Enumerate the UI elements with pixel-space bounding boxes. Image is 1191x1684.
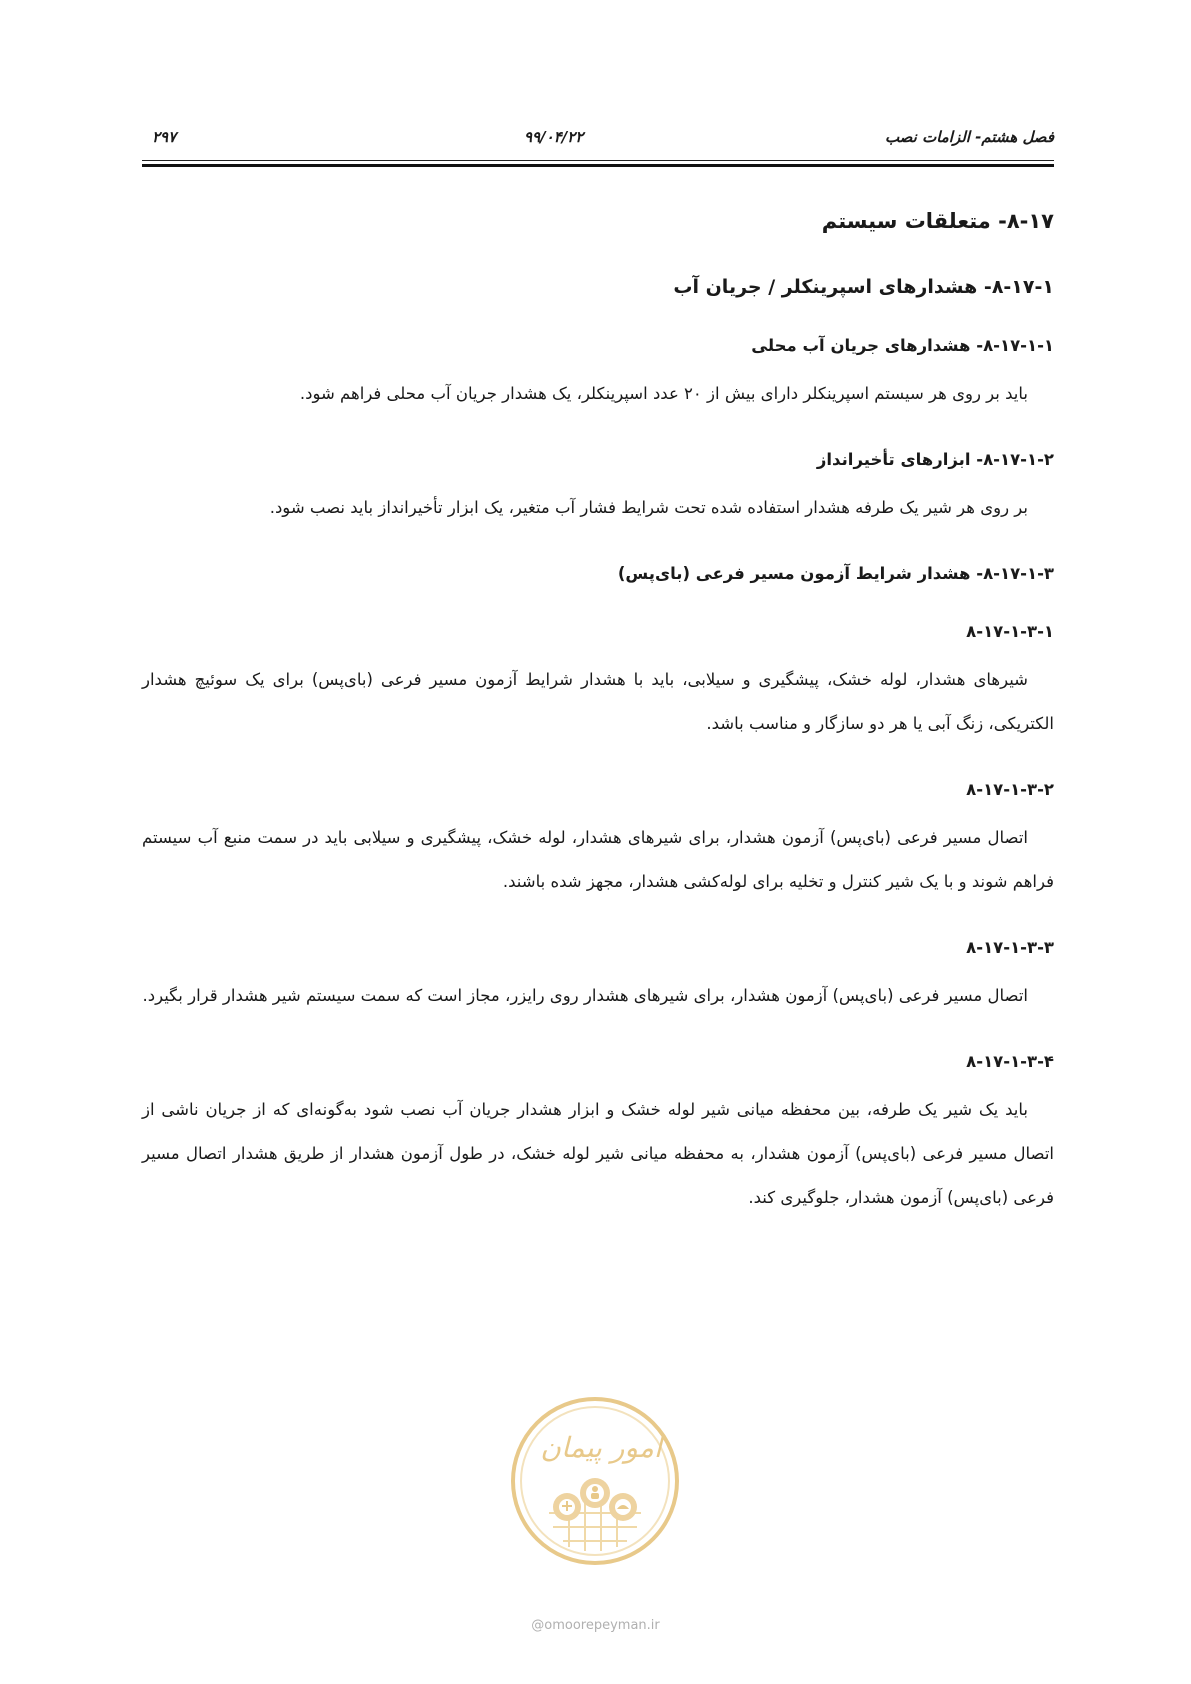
watermark-logo <box>509 1395 681 1567</box>
page-header <box>142 128 1054 154</box>
chapter-title: فصل هشتم- الزامات نصب <box>884 128 1054 146</box>
subclause-number: ۸-۱۷-۱-۳-۱ <box>966 622 1054 641</box>
clause-paragraph: اتصال مسیر فرعی (بای‌پس) آزمون هشدار، برای شیرهای هشدار روی رایزر، مجاز است که سمت سیستم شیر هشدار قرار بگیرد. <box>142 986 1028 1005</box>
subclause-number: ۸-۱۷-۱-۳-۲ <box>966 780 1054 799</box>
clause-paragraph: اتصال مسیر فرعی (بای‌پس) آزمون هشدار، برای شیرهای هشدار، لوله خشک، پیشگیری و سیلابی باید در سمت منبع آب سیستم فراهم شوند و با یک شیر کنترل و تخلیه برای لوله‌کشی هشدار، مجهز شده باشند. <box>142 828 1054 891</box>
clause-heading-bypass-test-alarm: ۸-۱۷-۱-۳- هشدار شرایط آزمون مسیر فرعی (بای‌پس) <box>617 564 1054 583</box>
clause-paragraph: باید یک شیر یک طرفه، بین محفظه میانی شیر لوله خشک و ابزار هشدار جریان آب نصب شود به‌گونه‌ای که از جریان ناشی از اتصال مسیر فرعی (بای‌پس) آزمون هشدار، به محفظه میانی شیر لوله خشک، در طول آزمون هشدار از طریق هشدار اتصال مسیر فرعی (بای‌پس) آزمون هشدار، جلوگیری کند. <box>142 1100 1054 1207</box>
header-rule-thin <box>142 160 1054 161</box>
header-date: ۹۹/۰۴/۲۲ <box>524 128 584 146</box>
subsection-heading: ۸-۱۷-۱- هشدارهای اسپرینکلر / جریان آب <box>673 276 1054 298</box>
subclause-number: ۸-۱۷-۱-۳-۴ <box>966 1052 1054 1071</box>
clause-paragraph: باید بر روی هر سیستم اسپرینکلر دارای بیش از ۲۰ عدد اسپرینکلر، یک هشدار جریان آب محلی فراهم شود. <box>299 384 1028 403</box>
clause-heading-local-waterflow-alarm: ۸-۱۷-۱-۱- هشدارهای جریان آب محلی <box>751 336 1054 355</box>
page-content <box>142 196 1054 1220</box>
watermark-url: @omoorepeyman.ir <box>531 1618 660 1633</box>
page-number: ۲۹۷ <box>152 128 177 146</box>
subclause-number: ۸-۱۷-۱-۳-۳ <box>966 938 1054 957</box>
header-rule-thick <box>142 164 1054 167</box>
clause-paragraph: بر روی هر شیر یک طرفه هشدار استفاده شده تحت شرایط فشار آب متغیر، یک ابزار تأخیرانداز باید نصب شود. <box>269 498 1028 517</box>
logo-calligraphy: امور پیمان <box>540 1431 662 1464</box>
section-heading: ۸-۱۷- متعلقات سیستم <box>821 209 1054 233</box>
clause-heading-retarding-devices: ۸-۱۷-۱-۲- ابزارهای تأخیرانداز <box>816 450 1054 469</box>
clause-paragraph: شیرهای هشدار، لوله خشک، پیشگیری و سیلابی، باید با هشدار شرایط آزمون مسیر فرعی (بای‌پس) برای یک سوئیچ هشدار الکتریکی، زنگ آبی یا هر دو سازگار و مناسب باشد. <box>142 670 1054 733</box>
